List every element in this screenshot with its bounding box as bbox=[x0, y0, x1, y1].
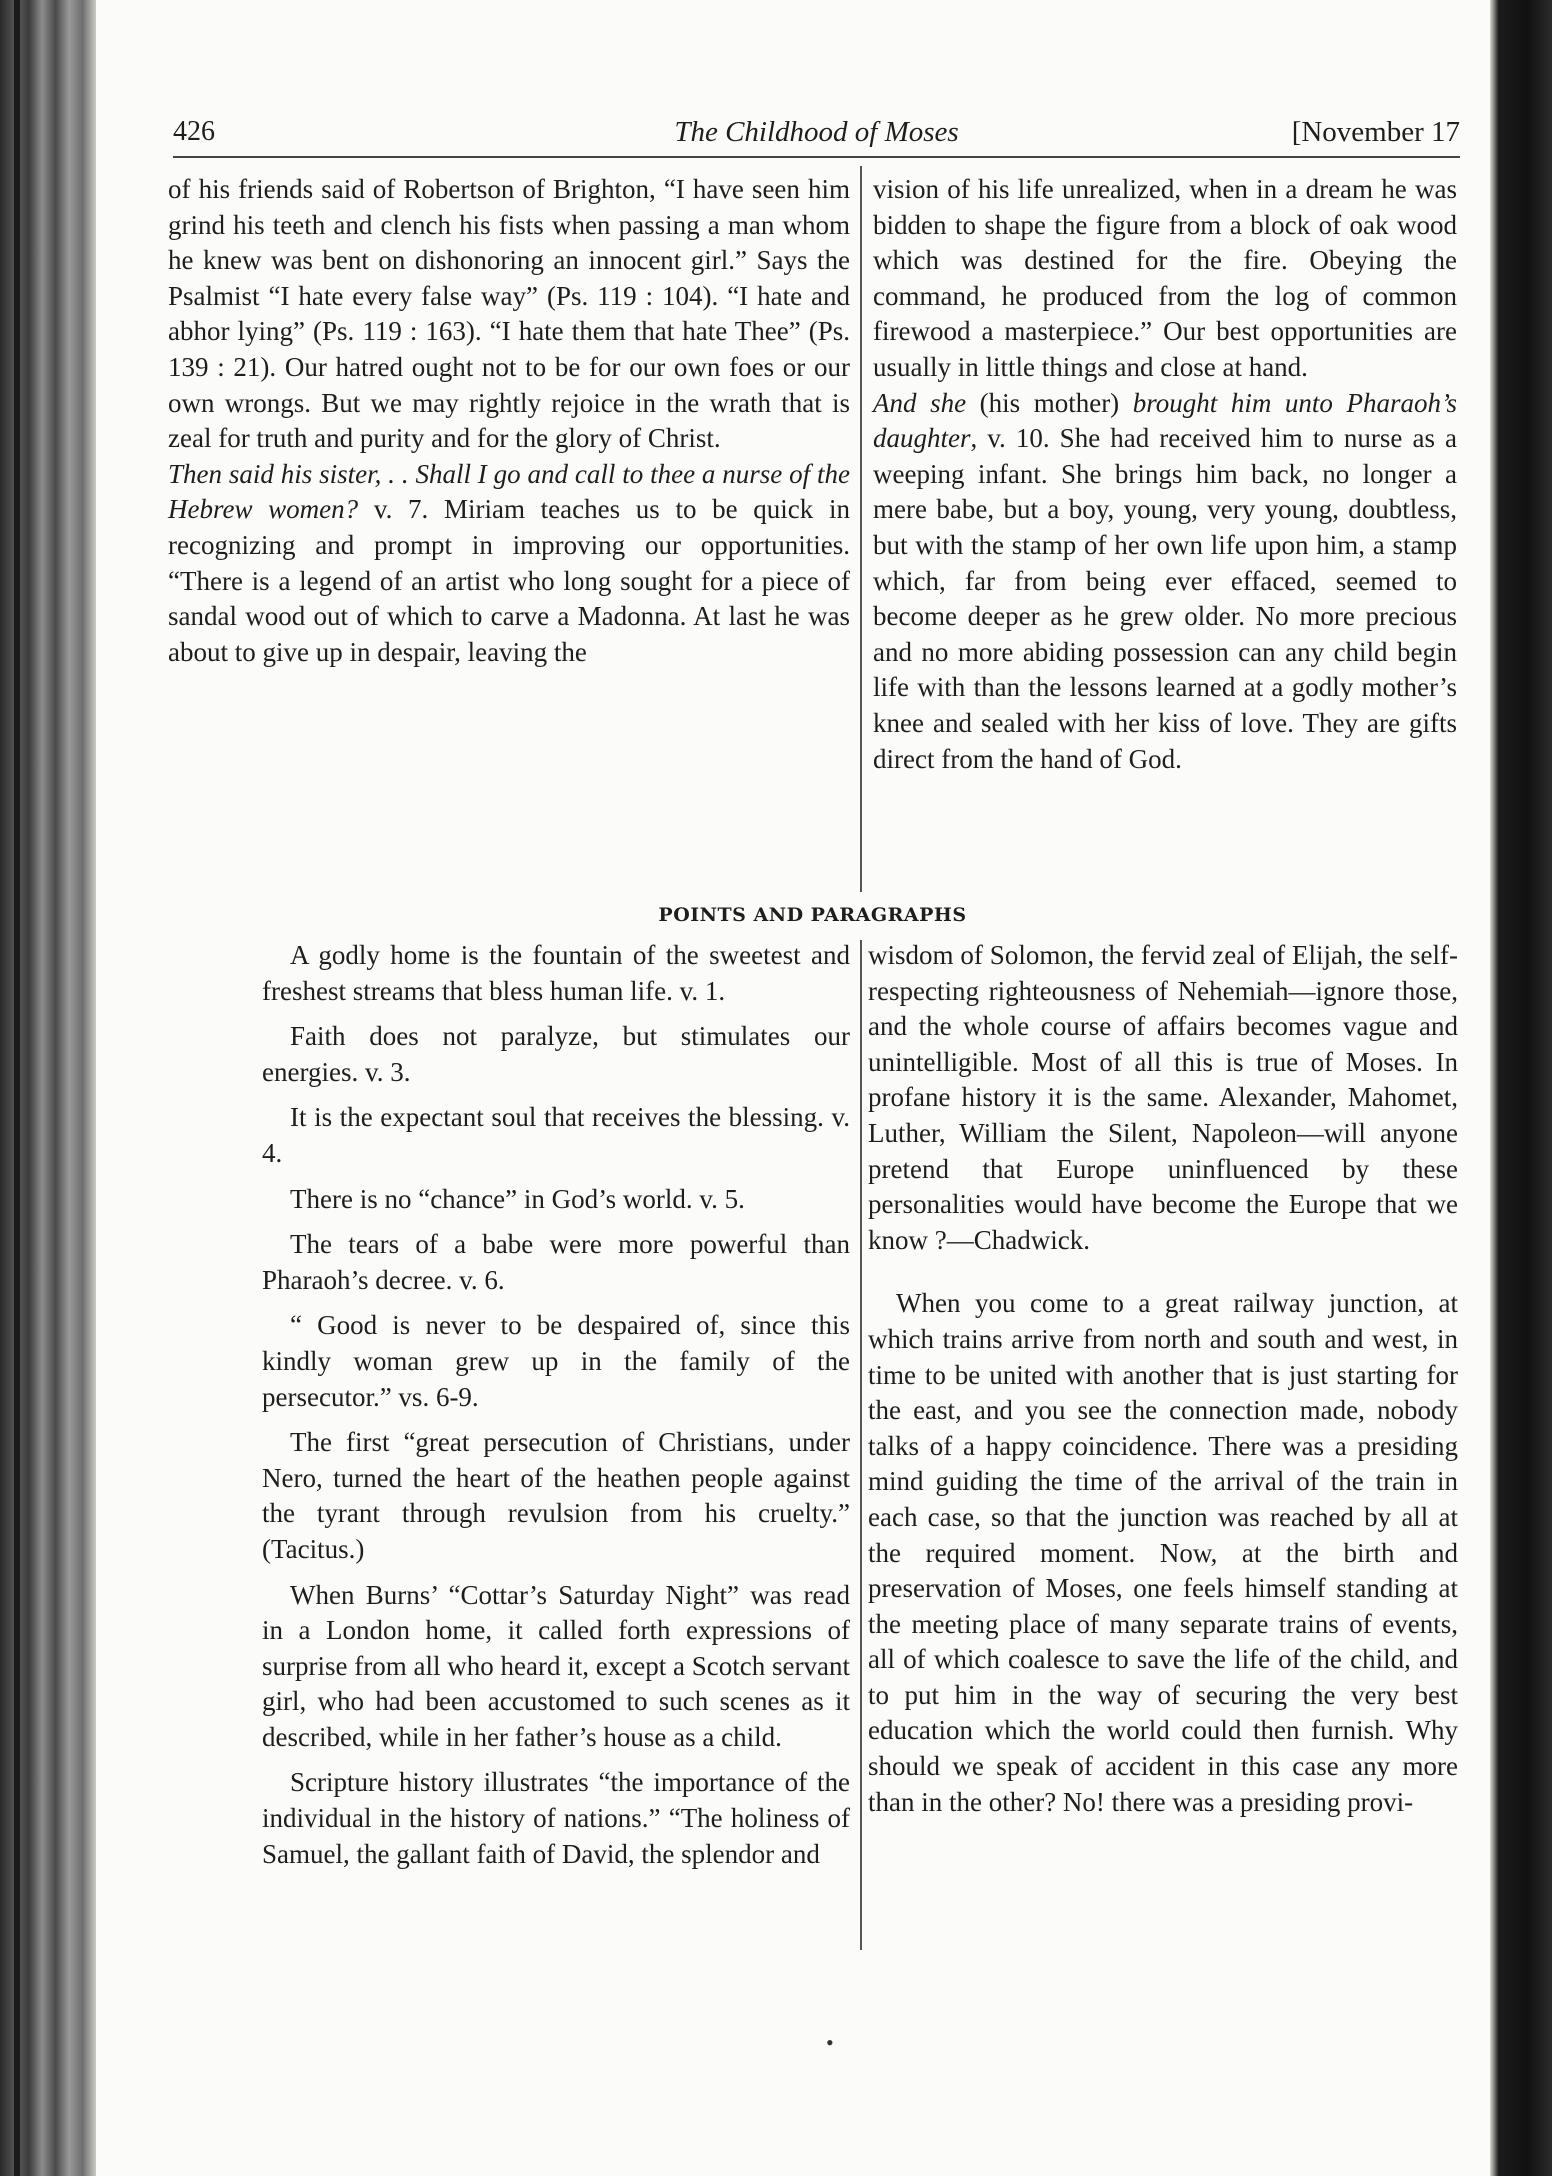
point-paragraph: There is no “chance” in God’s world. v. 5. bbox=[290, 1183, 745, 1214]
point-paragraph: Scripture history illustrates “the importance of the individual in the history of nations.” “The holiness of Samuel, the gallant faith of David, the splendor and bbox=[262, 1767, 850, 1869]
column-divider bbox=[860, 166, 862, 892]
paragraph: of his friends said of Robertson of Brighton, “I have seen him grind his teeth and clench his fists when passing a man whom he knew was bent on dishonoring an innocent girl.” Says the Psalmist “I hate every false way” (Ps. 119 : 104). “I hate and abhor lying” (Ps. 119 : 163). “I hate them that hate Thee” (Ps. 139 : 21). Our hatred ought not to be for our own foes or our own wrongs. But we may rightly rejoice in the wrath that is zeal for truth and purity and for the glory of Christ. bbox=[168, 174, 850, 454]
point-paragraph: Faith does not paralyze, but stimulates our energies. v. 3. bbox=[262, 1021, 850, 1087]
point-paragraph: When you come to a great railway junction, at which trains arrive from north and south and west, in time to be united with another that is just starting for the east, and you see the connection made, nobody talks of a happy coincidence. There was a presiding mind guiding the time of the arrival of the train in each case, so that the junction was reached by all at the required moment. Now, at the birth and preservation of Moses, one feels himself standing at the meeting place of many separate trains of events, all of which coalesce to save the life of the child, and to put him in the way of securing the very best education which the world could then furnish. Why should we speak of accident in this case any more than in the other? No! there was a presiding provi- bbox=[868, 1288, 1458, 1817]
page-number: 426 bbox=[173, 116, 215, 147]
header-rule bbox=[173, 156, 1460, 158]
point-paragraph: A godly home is the fountain of the sweetest and freshest streams that bless human life. v. 1. bbox=[262, 940, 850, 1006]
running-title: The Childhood of Moses bbox=[674, 116, 959, 148]
header-date: [November 17 bbox=[1291, 116, 1460, 148]
bottom-left-column bbox=[262, 938, 850, 1882]
point-paragraph: The first “great persecution of Christians, under Nero, turned the heart of the heathen people against the tyrant through revulsion from his cruelty.” (Tacitus.) bbox=[262, 1427, 850, 1564]
scripture-quote: And she bbox=[873, 387, 967, 418]
book-binding-right bbox=[1490, 0, 1552, 2176]
paragraph-text: (his mother) bbox=[966, 387, 1133, 418]
section-heading: POINTS AND PARAGRAPHS bbox=[658, 904, 967, 926]
paragraph bbox=[873, 386, 1457, 778]
bottom-right-column bbox=[868, 938, 1458, 1820]
book-binding-left bbox=[0, 0, 96, 2176]
page-header bbox=[173, 110, 1460, 158]
top-right-column bbox=[873, 172, 1457, 777]
point-paragraph: When Burns’ “Cottar’s Saturday Night” was read in a London home, it called forth expressions of surprise from all who heard it, except a Scotch servant girl, who had been accustomed to such scenes as it described, while in her father’s house as a child. bbox=[262, 1579, 850, 1752]
point-paragraph: The tears of a babe were more powerful than Pharaoh’s decree. v. 6. bbox=[262, 1229, 850, 1295]
paragraph-text: , v. 10. She had received him to nurse as a weeping infant. She brings him back, no longer a mere babe, but a boy, young, very young, doubtless, but with the stamp of her own life upon him, a stamp which, far from being ever effaced, seemed to become deeper as he grew older. No more precious and no more abiding possession can any child begin life with than the lessons learned at a godly mother’s knee and sealed with her kiss of love. They are gifts direct from the hand of God. bbox=[873, 423, 1457, 774]
point-paragraph: “ Good is never to be despaired of, since this kindly woman grew up in the family of the persecutor.” vs. 6-9. bbox=[262, 1310, 850, 1412]
paragraph: vision of his life unrealized, when in a dream he was bidden to shape the figure from a block of oak wood which was destined for the fire. Obeying the command, he produced from the log of common firewood a masterpiece.” Our best opportunities are usually in little things and close at hand. bbox=[873, 174, 1457, 382]
paragraph-text: v. 7. Miriam teaches us to be quick in recognizing and prompt in improving our opportunities. “There is a legend of an artist who long sought for a piece of sandal wood out of which to carve a Madonna. At last he was about to give up in despair, leaving the bbox=[168, 494, 850, 667]
point-paragraph: wisdom of Solomon, the fervid zeal of Elijah, the self-respecting righteousness of Nehemiah—ignore those, and the whole course of affairs becomes vague and unintelligible. Most of all this is true of Moses. In profane history it is the same. Alexander, Mahomet, Luther, William the Silent, Napoleon—will anyone pretend that Europe uninfluenced by these personalities would have become the Europe that we know ?—Chadwick. bbox=[868, 940, 1458, 1255]
column-divider bbox=[860, 940, 862, 1950]
point-paragraph: It is the expectant soul that receives the blessing. v. 4. bbox=[262, 1102, 850, 1168]
paragraph bbox=[168, 457, 850, 671]
top-left-column bbox=[168, 172, 850, 670]
scripture-quote: Then said his sister, . . Shall I go and call to thee a nurse of the Hebrew women? bbox=[168, 458, 850, 525]
scripture-quote: brought him unto Pharaoh’s daughter bbox=[873, 387, 1457, 454]
ink-speck: • bbox=[826, 2030, 834, 2055]
